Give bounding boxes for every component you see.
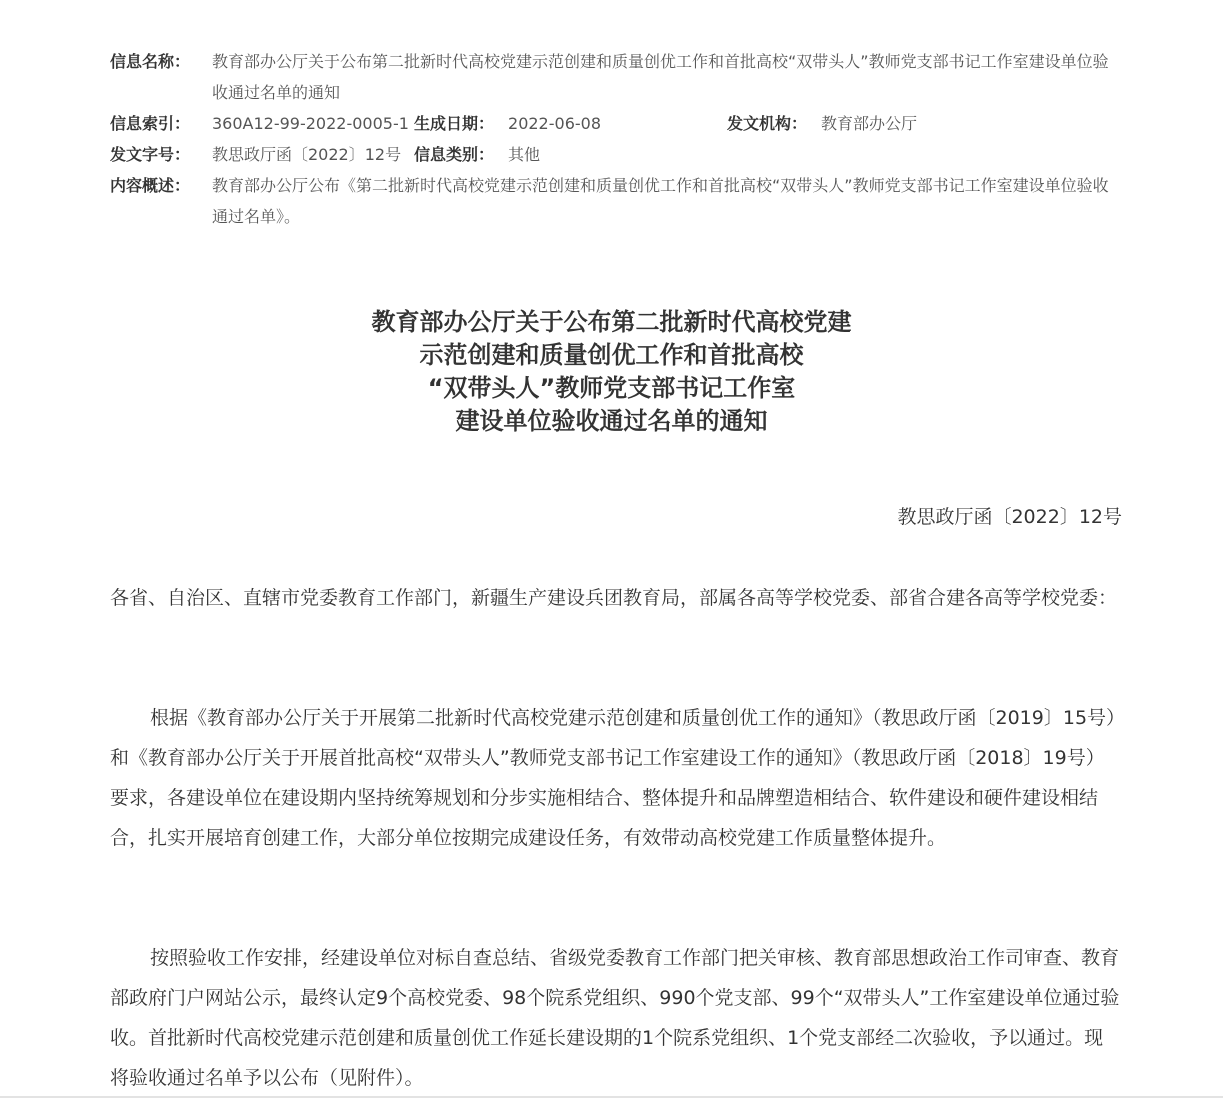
meta-row-name	[110, 46, 1120, 108]
document-metadata	[110, 46, 1120, 232]
meta-row-docno	[110, 139, 1120, 170]
category-label: 信息类别：	[414, 145, 495, 164]
docno-label: 发文字号：	[110, 145, 191, 164]
title-line-2: 示范创建和质量创优工作和首批高校	[419, 341, 804, 369]
document-number: 教思政厅函〔2022〕12号	[897, 506, 1122, 528]
info-index-label: 信息索引：	[110, 114, 191, 133]
date-cell	[414, 108, 727, 139]
info-name-value: 教育部办公厅关于公布第二批新时代高校党建示范创建和质量创优工作和首批高校“双带头人”教师党支部书记工作室建设单位验收通过名单的通知	[212, 52, 1109, 102]
summary-label: 内容概述：	[110, 176, 191, 195]
paragraph-1: 根据《教育部办公厅关于开展第二批新时代高校党建示范创建和质量创优工作的通知》（教思政厅函〔2019〕15号）和《教育部办公厅关于开展首批高校“双带头人”教师党支部书记工作室建设工作的通知》（教思政厅函〔2018〕19号）要求，各建设单位在建设期内坚持统筹规划和分步实施相结合、整体提升和品牌塑造相结合、软件建设和硬件建设相结合，扎实开展培育创建工作，大部分单位按期完成建设任务，有效带动高校党建工作质量整体提升。	[110, 707, 1116, 849]
category-cell	[414, 139, 727, 170]
info-name-label: 信息名称：	[110, 52, 191, 71]
org-cell	[727, 108, 1120, 139]
addressee: 各省、自治区、直辖市党委教育工作部门，新疆生产建设兵团教育局，部属各高等学校党委、部省合建各高等学校党委：	[110, 587, 1118, 609]
org-label: 发文机构：	[727, 114, 808, 133]
title-line-1: 教育部办公厅关于公布第二批新时代高校党建	[371, 308, 852, 336]
docno-value: 教思政厅函〔2022〕12号	[212, 145, 402, 164]
document-title	[0, 306, 1223, 438]
meta-row-summary	[110, 170, 1120, 232]
title-line-4: 建设单位验收通过名单的通知	[455, 407, 768, 435]
date-label: 生成日期：	[414, 114, 495, 133]
paragraph-2: 按照验收工作安排，经建设单位对标自查总结、省级党委教育工作部门把关审核、教育部思想政治工作司审查、教育部政府门户网站公示，最终认定9个高校党委、98个院系党组织、990个党支部、99个“双带头人”工作室建设单位通过验收。首批新时代高校党建示范创建和质量创优工作延长建设期的1个院系党组织、1个党支部经二次验收，予以通过。现将验收通过名单予以公布（见附件）。	[110, 947, 1120, 1089]
summary-value: 教育部办公厅公布《第二批新时代高校党建示范创建和质量创优工作和首批高校“双带头人”教师党支部书记工作室建设单位验收通过名单》。	[212, 176, 1109, 226]
title-line-3: “双带头人”教师党支部书记工作室	[427, 374, 796, 402]
org-value: 教育部办公厅	[821, 114, 918, 133]
meta-row-index	[110, 108, 1120, 139]
category-value: 其他	[508, 145, 541, 164]
date-value: 2022-06-08	[508, 114, 601, 133]
info-index-value: 360A12-99-2022-0005-1	[212, 114, 409, 133]
